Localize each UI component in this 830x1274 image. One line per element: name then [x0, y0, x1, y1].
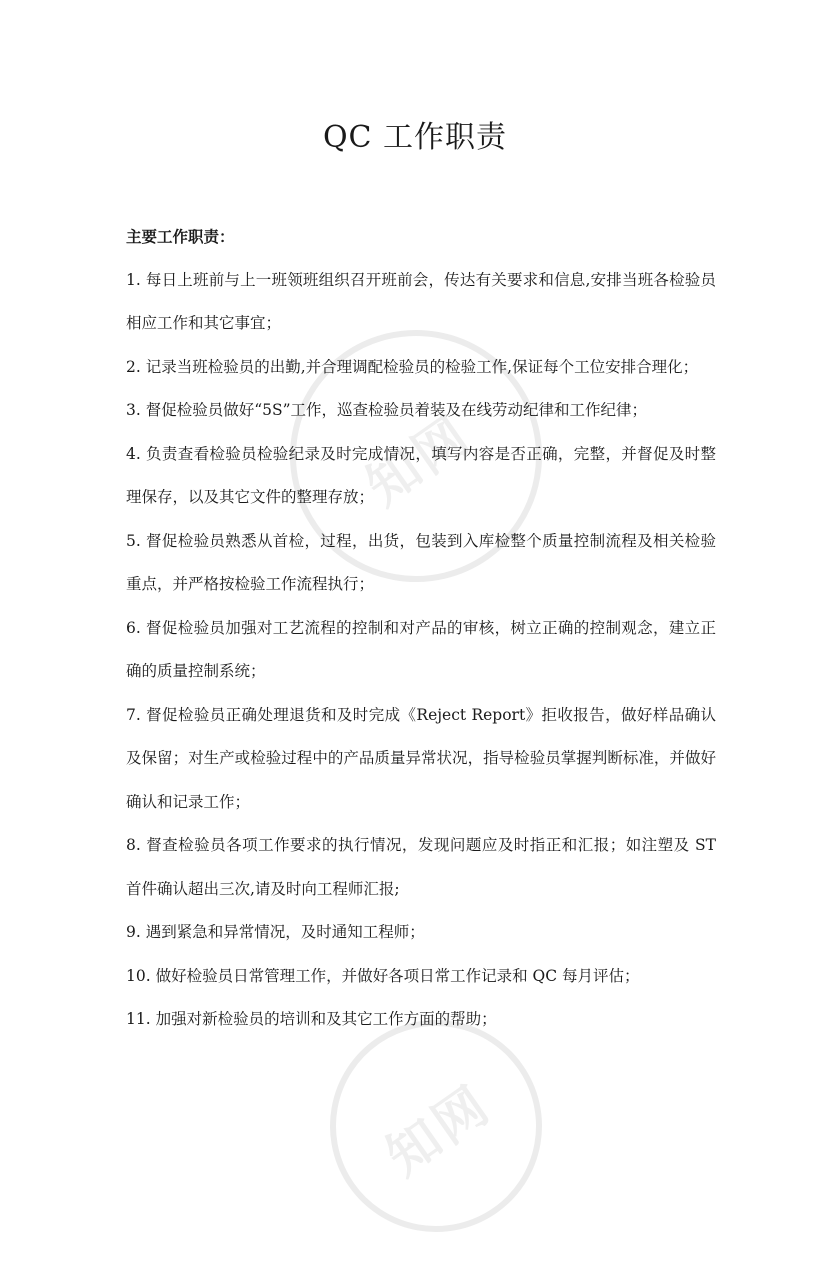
document-body: [126, 215, 716, 1042]
duty-item: 8. 督查检验员各项工作要求的执行情况，发现问题应及时指正和汇报；如注塑及 ST 首件确认超出三次,请及时向工程师汇报;: [126, 836, 716, 898]
duty-item: 3. 督促检验员做好“5S”工作，巡查检验员着装及在线劳动纪律和工作纪律；: [126, 401, 648, 419]
page-title: QC 工作职责: [322, 120, 508, 155]
watermark-text-bottom: 知网: [376, 1073, 503, 1188]
duty-item: 4. 负责查看检验员检验纪录及时完成情况，填写内容是否正确，完整，并督促及时整理保存，以及其它文件的整理存放；: [126, 444, 716, 506]
duty-item: 7. 督促检验员正确处理退货和及时完成《Reject Report》拒收报告，做好样品确认及保留；对生产或检验过程中的产品质量异常状况，指导检验员掌握判断标准，并做好确认和记录工作；: [126, 705, 716, 811]
duty-item: 2. 记录当班检验员的出勤,并合理调配检验员的检验工作,保证每个工位安排合理化；: [126, 357, 699, 376]
watermark-text: 知网: [356, 403, 483, 518]
section-heading: 主要工作职责：: [126, 227, 235, 246]
duty-item: 11. 加强对新检验员的培训和及其它工作方面的帮助；: [126, 1010, 497, 1028]
duty-item: 6. 督促检验员加强对工艺流程的控制和对产品的审核，树立正确的控制观念，建立正确的质量控制系统；: [126, 618, 716, 680]
duty-item: 9. 遇到紧急和异常情况，及时通知工程师；: [126, 923, 425, 941]
duty-item: 10. 做好检验员日常管理工作，并做好各项日常工作记录和 QC 每月评估；: [126, 966, 640, 985]
duty-item: 5. 督促检验员熟悉从首检，过程，出货，包装到入库检整个质量控制流程及相关检验重点，并严格按检验工作流程执行；: [126, 531, 716, 593]
duty-item: 1. 每日上班前与上一班领班组织召开班前会，传达有关要求和信息,安排当班各检验员相应工作和其它事宜；: [126, 270, 716, 332]
